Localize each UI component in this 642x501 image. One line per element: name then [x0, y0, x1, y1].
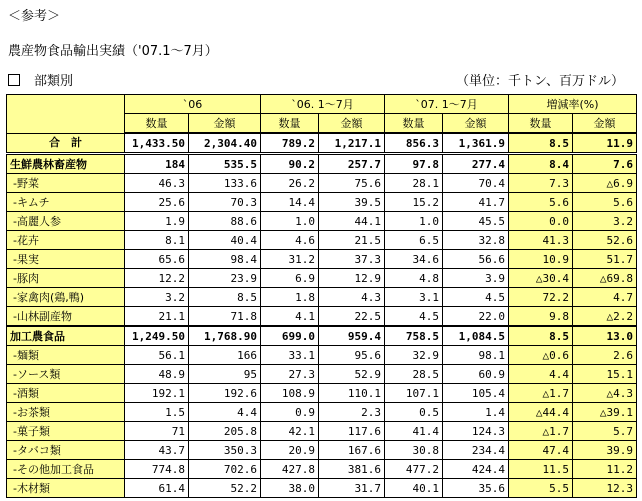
cell-value: 37.3 — [319, 250, 385, 269]
cell-value: △39.1 — [573, 403, 637, 422]
cell-value: 52.9 — [319, 365, 385, 384]
cell-value: 28.1 — [385, 174, 443, 193]
row-label: -花卉 — [7, 231, 125, 250]
cell-value: 22.5 — [319, 307, 385, 327]
cell-value: 11.5 — [509, 460, 573, 479]
cell-value: 12.9 — [319, 269, 385, 288]
cell-value: 108.9 — [261, 384, 319, 403]
cell-value: 2,304.40 — [189, 133, 261, 154]
cell-value: 1.8 — [261, 288, 319, 307]
table-row — [7, 422, 637, 441]
cell-value: 43.7 — [125, 441, 189, 460]
row-label: 加工農食品 — [7, 326, 125, 346]
table-row — [7, 403, 637, 422]
cell-value: 234.4 — [443, 441, 509, 460]
reference-label: ＜参考＞ — [8, 9, 61, 24]
cell-value: 0.5 — [385, 403, 443, 422]
cell-value: 3.2 — [573, 212, 637, 231]
header-period: `06. 1～7月 — [261, 95, 385, 114]
cell-value: 70.3 — [189, 193, 261, 212]
cell-value: △69.8 — [573, 269, 637, 288]
cell-value: 702.6 — [189, 460, 261, 479]
cell-value: 117.6 — [319, 422, 385, 441]
table-row — [7, 193, 637, 212]
cell-value: 35.6 — [443, 479, 509, 498]
table-row — [7, 174, 637, 193]
cell-value: 56.1 — [125, 346, 189, 365]
cell-value: 88.6 — [189, 212, 261, 231]
cell-value: △6.9 — [573, 174, 637, 193]
table-row — [7, 441, 637, 460]
cell-value: 95.6 — [319, 346, 385, 365]
cell-value: 32.8 — [443, 231, 509, 250]
table-row — [7, 460, 637, 479]
cell-value: 1,249.50 — [125, 326, 189, 346]
cell-value: 22.0 — [443, 307, 509, 327]
cell-value: 52.6 — [573, 231, 637, 250]
table-row — [7, 365, 637, 384]
row-label: -山林副産物 — [7, 307, 125, 327]
cell-value: 72.2 — [509, 288, 573, 307]
cell-value: 5.6 — [573, 193, 637, 212]
cell-value: 9.8 — [509, 307, 573, 327]
row-label: -果実 — [7, 250, 125, 269]
cell-value: 26.2 — [261, 174, 319, 193]
cell-value: 3.2 — [125, 288, 189, 307]
cell-value: 381.6 — [319, 460, 385, 479]
table-row — [7, 346, 637, 365]
cell-value: 34.6 — [385, 250, 443, 269]
cell-value: 192.6 — [189, 384, 261, 403]
cell-value: 1.0 — [261, 212, 319, 231]
cell-value: 3.1 — [385, 288, 443, 307]
cell-value: △30.4 — [509, 269, 573, 288]
cell-value: 1.4 — [443, 403, 509, 422]
cell-value: 4.4 — [189, 403, 261, 422]
export-table — [6, 94, 637, 498]
cell-value: 5.5 — [509, 479, 573, 498]
cell-value: 14.4 — [261, 193, 319, 212]
cell-value: △1.7 — [509, 384, 573, 403]
row-label: 合 計 — [7, 133, 125, 154]
cell-value: 38.0 — [261, 479, 319, 498]
cell-value: 95 — [189, 365, 261, 384]
cell-value: 28.5 — [385, 365, 443, 384]
cell-value: 1,433.50 — [125, 133, 189, 154]
cell-value: 6.9 — [261, 269, 319, 288]
cell-value: 15.2 — [385, 193, 443, 212]
cell-value: 107.1 — [385, 384, 443, 403]
row-label: -ソース類 — [7, 365, 125, 384]
header-qty: 数量 — [261, 114, 319, 134]
row-label: -木材類 — [7, 479, 125, 498]
cell-value: 61.4 — [125, 479, 189, 498]
cell-value: 8.5 — [509, 133, 573, 154]
cell-value: 10.9 — [509, 250, 573, 269]
cell-value: 75.6 — [319, 174, 385, 193]
cell-value: 8.1 — [125, 231, 189, 250]
cell-value: 47.4 — [509, 441, 573, 460]
cell-value: 13.0 — [573, 326, 637, 346]
table-row — [7, 384, 637, 403]
header-qty: 数量 — [385, 114, 443, 134]
cell-value: 31.7 — [319, 479, 385, 498]
cell-value: 11.2 — [573, 460, 637, 479]
cell-value: 535.5 — [189, 154, 261, 174]
cell-value: 71 — [125, 422, 189, 441]
cell-value: 3.9 — [443, 269, 509, 288]
header-period: 増減率(%) — [509, 95, 637, 114]
cell-value: 4.7 — [573, 288, 637, 307]
cell-value: △2.2 — [573, 307, 637, 327]
cell-value: 1.5 — [125, 403, 189, 422]
cell-value: 699.0 — [261, 326, 319, 346]
cell-value: 350.3 — [189, 441, 261, 460]
cell-value: 12.2 — [125, 269, 189, 288]
table-row — [7, 231, 637, 250]
cell-value: 477.2 — [385, 460, 443, 479]
cell-value: 5.6 — [509, 193, 573, 212]
cell-value: 8.4 — [509, 154, 573, 174]
cell-value: 6.5 — [385, 231, 443, 250]
row-label: -タバコ類 — [7, 441, 125, 460]
cell-value: 7.6 — [573, 154, 637, 174]
header-period: `07. 1～7月 — [385, 95, 509, 114]
cell-value: 1,361.9 — [443, 133, 509, 154]
table-row — [7, 154, 637, 174]
cell-value: 98.4 — [189, 250, 261, 269]
header-qty: 数量 — [509, 114, 573, 134]
table-row — [7, 269, 637, 288]
cell-value: 277.4 — [443, 154, 509, 174]
cell-value: 46.3 — [125, 174, 189, 193]
header-amount: 金額 — [189, 114, 261, 134]
header-amount: 金額 — [573, 114, 637, 134]
cell-value: 65.6 — [125, 250, 189, 269]
cell-value: 1,084.5 — [443, 326, 509, 346]
cell-value: 4.8 — [385, 269, 443, 288]
header-qty: 数量 — [125, 114, 189, 134]
cell-value: 0.0 — [509, 212, 573, 231]
cell-value: 60.9 — [443, 365, 509, 384]
cell-value: 40.4 — [189, 231, 261, 250]
cell-value: 71.8 — [189, 307, 261, 327]
row-label: -その他加工食品 — [7, 460, 125, 479]
cell-value: 4.5 — [385, 307, 443, 327]
table-row — [7, 212, 637, 231]
cell-value: 427.8 — [261, 460, 319, 479]
cell-value: 23.9 — [189, 269, 261, 288]
cell-value: 44.1 — [319, 212, 385, 231]
cell-value: 758.5 — [385, 326, 443, 346]
cell-value: 1,217.1 — [319, 133, 385, 154]
header-corner — [7, 95, 125, 134]
cell-value: 166 — [189, 346, 261, 365]
cell-value: △1.7 — [509, 422, 573, 441]
section-heading — [8, 70, 73, 89]
cell-value: 52.2 — [189, 479, 261, 498]
cell-value: 33.1 — [261, 346, 319, 365]
cell-value: 39.5 — [319, 193, 385, 212]
cell-value: 5.7 — [573, 422, 637, 441]
cell-value: 1,768.90 — [189, 326, 261, 346]
cell-value: 25.6 — [125, 193, 189, 212]
cell-value: 1.9 — [125, 212, 189, 231]
cell-value: 42.1 — [261, 422, 319, 441]
cell-value: △0.6 — [509, 346, 573, 365]
cell-value: 205.8 — [189, 422, 261, 441]
cell-value: △44.4 — [509, 403, 573, 422]
cell-value: 8.5 — [509, 326, 573, 346]
cell-value: 257.7 — [319, 154, 385, 174]
row-label: -お茶類 — [7, 403, 125, 422]
cell-value: 959.4 — [319, 326, 385, 346]
cell-value: 32.9 — [385, 346, 443, 365]
unit-label: （単位：千トン、百万ドル） — [456, 74, 624, 89]
row-label: -菓子類 — [7, 422, 125, 441]
cell-value: 27.3 — [261, 365, 319, 384]
cell-value: 4.4 — [509, 365, 573, 384]
row-label: -麺類 — [7, 346, 125, 365]
cell-value: 774.8 — [125, 460, 189, 479]
cell-value: 45.5 — [443, 212, 509, 231]
row-label: -酒類 — [7, 384, 125, 403]
header-amount: 金額 — [319, 114, 385, 134]
cell-value: 48.9 — [125, 365, 189, 384]
cell-value: 124.3 — [443, 422, 509, 441]
row-label: -家禽肉(鶏,鴨) — [7, 288, 125, 307]
table-row — [7, 133, 637, 154]
row-label: -高麗人参 — [7, 212, 125, 231]
cell-value: 31.2 — [261, 250, 319, 269]
cell-value: 21.5 — [319, 231, 385, 250]
cell-value: △4.3 — [573, 384, 637, 403]
row-label: -豚肉 — [7, 269, 125, 288]
cell-value: 20.9 — [261, 441, 319, 460]
cell-value: 56.6 — [443, 250, 509, 269]
section-label: 部類別 — [34, 74, 74, 89]
cell-value: 0.9 — [261, 403, 319, 422]
cell-value: 1.0 — [385, 212, 443, 231]
cell-value: 133.6 — [189, 174, 261, 193]
cell-value: 30.8 — [385, 441, 443, 460]
checkbox-square-icon — [8, 74, 20, 86]
cell-value: 789.2 — [261, 133, 319, 154]
cell-value: 41.7 — [443, 193, 509, 212]
cell-value: 51.7 — [573, 250, 637, 269]
cell-value: 4.3 — [319, 288, 385, 307]
cell-value: 110.1 — [319, 384, 385, 403]
table-row — [7, 479, 637, 498]
table-row — [7, 250, 637, 269]
cell-value: 21.1 — [125, 307, 189, 327]
table-row — [7, 326, 637, 346]
cell-value: 4.6 — [261, 231, 319, 250]
cell-value: 2.3 — [319, 403, 385, 422]
cell-value: 97.8 — [385, 154, 443, 174]
cell-value: 856.3 — [385, 133, 443, 154]
page-title: 農産物食品輸出実績（'07.1～7月） — [8, 44, 218, 59]
cell-value: 39.9 — [573, 441, 637, 460]
cell-value: 15.1 — [573, 365, 637, 384]
cell-value: 70.4 — [443, 174, 509, 193]
header-period: `06 — [125, 95, 261, 114]
row-label: -キムチ — [7, 193, 125, 212]
cell-value: 40.1 — [385, 479, 443, 498]
cell-value: 184 — [125, 154, 189, 174]
cell-value: 7.3 — [509, 174, 573, 193]
cell-value: 41.3 — [509, 231, 573, 250]
header-amount: 金額 — [443, 114, 509, 134]
table-body — [7, 133, 637, 498]
cell-value: 4.1 — [261, 307, 319, 327]
cell-value: 12.3 — [573, 479, 637, 498]
cell-value: 4.5 — [443, 288, 509, 307]
cell-value: 11.9 — [573, 133, 637, 154]
row-label: -野菜 — [7, 174, 125, 193]
table-row — [7, 288, 637, 307]
cell-value: 41.4 — [385, 422, 443, 441]
cell-value: 2.6 — [573, 346, 637, 365]
cell-value: 192.1 — [125, 384, 189, 403]
row-label: 生鮮農林畜産物 — [7, 154, 125, 174]
cell-value: 105.4 — [443, 384, 509, 403]
cell-value: 424.4 — [443, 460, 509, 479]
table-row — [7, 307, 637, 327]
cell-value: 8.5 — [189, 288, 261, 307]
cell-value: 167.6 — [319, 441, 385, 460]
cell-value: 90.2 — [261, 154, 319, 174]
cell-value: 98.1 — [443, 346, 509, 365]
